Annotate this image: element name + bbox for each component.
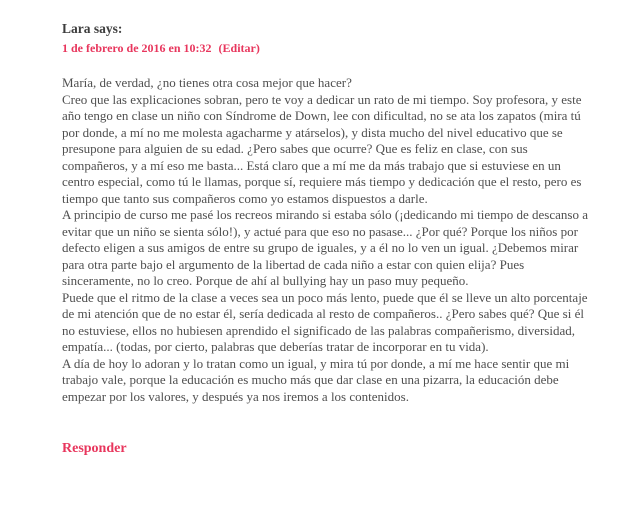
comment-text-line: A día de hoy lo adoran y lo tratan como un igual, y mira tú por donde, a mí me hace sentir que mi trabajo vale, porque la educación es mucho más que dar clase en una pizarra, la educación debe empezar por los valores, y después ya nos iremos a los contenidos.: [62, 355, 570, 404]
comment-text-line: María, de verdad, ¿no tienes otra cosa mejor que hacer?: [62, 75, 352, 90]
comment-body: [62, 75, 593, 405]
comment-says-label: says:: [90, 21, 123, 36]
comment-author-name: Lara: [62, 21, 91, 36]
comment-date-row: [62, 40, 592, 56]
comment-reply-link[interactable]: Responder: [62, 441, 127, 456]
comment-author-row: [62, 20, 592, 37]
comment-date-link[interactable]: 1 de febrero de 2016 en 10:32: [62, 41, 212, 55]
comment-text-line: Puede que el ritmo de la clase a veces sea un poco más lento, puede que él se lleve un alto porcentaje de mi atención que de no estar él, sería dedicada al resto de compañeros.. ¿Pero sabes qué? Que si él no estuviese, ellos no hubiesen aprendido el significado de las palabras compañerismo, diversidad, empatía... (todas, por cierto, palabras que deberías tratar de incorporar en tu vida).: [62, 289, 588, 354]
comment-text-line: A principio de curso me pasé los recreos mirando si estaba sólo (¡dedicando mi tiempo de descanso a evitar que un niño se sienta sólo!), y actué para que eso no pasase... ¿Por qué? Porque los niños por defecto eligen a sus amigos de entre su grupo de iguales, y a él no lo ven un igual. ¿Debemos mirar para otra parte bajo el argumento de la libertad de cada niño a estar con quien elija? Pues sinceramente, no lo creo. Porque de ahí al bullying hay un paso muy pequeño.: [62, 207, 588, 288]
comment-reply-row: [62, 439, 592, 457]
comment-meta: [62, 20, 592, 56]
comment-text-line: Creo que las explicaciones sobran, pero te voy a dedicar un rato de mi tiempo. Soy profesora, y este año tengo en clase un niño con Síndrome de Down, lee con dificultad, no se ata los zapatos (mira tú por donde, a mí no me molesta agacharme y atárselos), y dista mucho del nivel educativo que se presupone para alguien de su edad. ¿Pero sabes que ocurre? Que es feliz en clase, con sus compañeros, y a mí eso me basta... Está claro que a mí me da más trabajo que si estuviese en un centro especial, como tú le llamas, porque sí, requiere más tiempo y dedicación que el resto, pero es tiempo que tanto sus compañeros como yo estamos dispuestos a darle.: [62, 91, 582, 206]
comment-edit-link[interactable]: (Editar): [218, 41, 260, 55]
